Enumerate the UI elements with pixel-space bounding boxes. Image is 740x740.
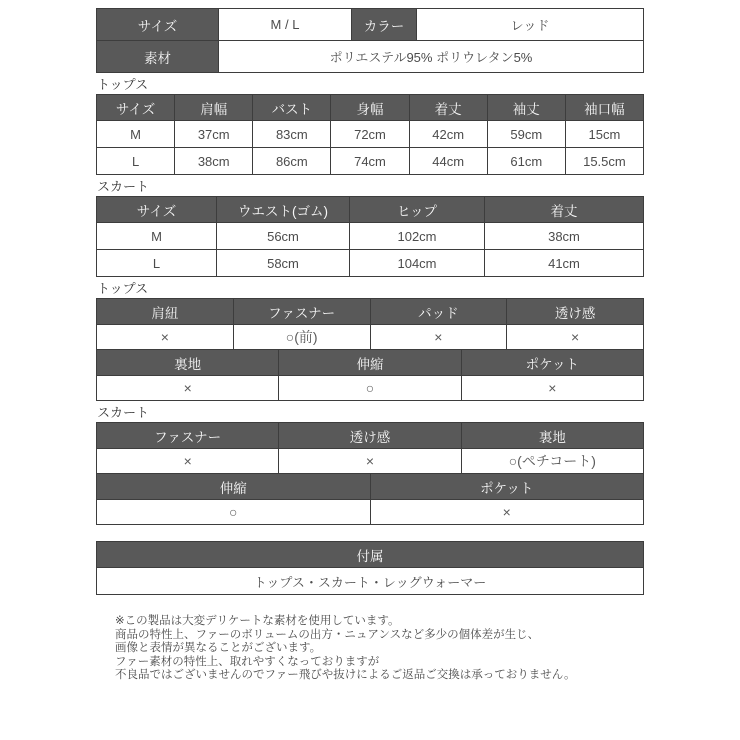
- table-header-cell: ポケット: [370, 474, 644, 500]
- table-cell: 58cm: [217, 250, 350, 277]
- table-cell: 38cm: [485, 223, 644, 250]
- feature-value-cell: ×: [370, 500, 644, 525]
- feature-value-cell: ×: [279, 449, 461, 474]
- table-header-cell: サイズ: [97, 95, 175, 121]
- table-cell: 15cm: [565, 121, 643, 148]
- table-header-row: [97, 95, 644, 121]
- table-header-row: [97, 299, 644, 325]
- section-label-skirt-measurements: スカート: [97, 179, 150, 194]
- table-header-cell: サイズ: [97, 197, 217, 223]
- table-header-cell: パッド: [370, 299, 507, 325]
- size-value-cell: M / L: [219, 9, 352, 41]
- feature-value-cell: ×: [370, 325, 507, 350]
- section-label-tops-measurements: トップス: [97, 77, 149, 92]
- table-header-cell: 着丈: [485, 197, 644, 223]
- table-cell: 61cm: [487, 148, 565, 175]
- content-area: [96, 8, 644, 683]
- feature-value-cell: ×: [507, 325, 644, 350]
- table-cell: L: [97, 148, 175, 175]
- table-header-cell: 袖丈: [487, 95, 565, 121]
- table-row-size-m: [97, 121, 644, 148]
- table-cell: 104cm: [350, 250, 485, 277]
- table-value-row: [97, 325, 644, 350]
- section-label-skirt-features: スカート: [97, 405, 150, 420]
- note-line: ※この製品は大変デリケートな素材を使用しています。: [115, 615, 400, 627]
- note-line: ファー素材の特性上、取れやすくなっておりますが: [115, 655, 380, 668]
- section-label-tops-features: トップス: [97, 281, 149, 296]
- tops-measurements-table: [96, 94, 644, 175]
- skirt-features-table-row2: [96, 473, 644, 525]
- feature-value-cell: ×: [97, 376, 279, 401]
- spec-table: [96, 8, 644, 73]
- table-header-cell: 肩紐: [97, 299, 234, 325]
- table-header-cell: 身幅: [331, 95, 409, 121]
- table-cell: 38cm: [175, 148, 253, 175]
- table-header-cell: 裏地: [97, 350, 279, 376]
- note-line: 画像と表情が異なることがございます。: [115, 642, 322, 654]
- table-header-cell: 袖口幅: [565, 95, 643, 121]
- table-cell: M: [97, 121, 175, 148]
- table-row-size-l: [97, 250, 644, 277]
- table-header-cell: 伸縮: [97, 474, 371, 500]
- table-cell: M: [97, 223, 217, 250]
- note-line: 商品の特性上、ファーのボリュームの出方・ニュアンスなど多少の個体差が生じ、: [115, 628, 540, 641]
- table-cell: 44cm: [409, 148, 487, 175]
- table-header-row: [97, 474, 644, 500]
- skirt-measurements-table: [96, 196, 644, 277]
- size-header-cell: サイズ: [97, 9, 219, 41]
- accessories-header-cell: 付属: [97, 542, 644, 568]
- table-header-cell: ファスナー: [97, 423, 279, 449]
- table-value-row: [97, 376, 644, 401]
- table-header-row: [97, 350, 644, 376]
- table-cell: 86cm: [253, 148, 331, 175]
- feature-value-cell: ○(ペチコート): [461, 449, 643, 474]
- table-row-size-l: [97, 148, 644, 175]
- table-header-cell: ポケット: [461, 350, 643, 376]
- skirt-features-table-row1: [96, 422, 644, 474]
- table-header-cell: 裏地: [461, 423, 643, 449]
- table-cell: 102cm: [350, 223, 485, 250]
- table-cell: 59cm: [487, 121, 565, 148]
- feature-value-cell: ×: [461, 376, 643, 401]
- accessories-value-cell: トップス・スカート・レッグウォーマー: [97, 568, 644, 595]
- table-cell: 74cm: [331, 148, 409, 175]
- table-header-cell: 透け感: [507, 299, 644, 325]
- table-cell: 37cm: [175, 121, 253, 148]
- tops-features-table-row2: [96, 349, 644, 401]
- table-header-cell: 着丈: [409, 95, 487, 121]
- material-value-cell: ポリエステル95% ポリウレタン5%: [219, 41, 644, 73]
- table-cell: 83cm: [253, 121, 331, 148]
- note-line: 不良品ではございませんのでファー飛びや抜けによるご返品ご交換は承っておりません。: [115, 669, 576, 681]
- table-header-cell: 肩幅: [175, 95, 253, 121]
- table-value-row: [97, 449, 644, 474]
- table-cell: 42cm: [409, 121, 487, 148]
- feature-value-cell: ○: [279, 376, 461, 401]
- color-header-cell: カラー: [352, 9, 417, 41]
- table-header-cell: ヒップ: [350, 197, 485, 223]
- table-header-row: [97, 423, 644, 449]
- spacer: [96, 525, 644, 541]
- table-cell: 15.5cm: [565, 148, 643, 175]
- table-cell: L: [97, 250, 217, 277]
- table-value-row: [97, 500, 644, 525]
- feature-value-cell: ×: [97, 325, 234, 350]
- table-header-cell: ウエスト(ゴム): [217, 197, 350, 223]
- table-row-size-m: [97, 223, 644, 250]
- tops-features-table-row1: [96, 298, 644, 350]
- table-cell: 56cm: [217, 223, 350, 250]
- feature-value-cell: ○: [97, 500, 371, 525]
- material-header-cell: 素材: [97, 41, 219, 73]
- feature-value-cell: ×: [97, 449, 279, 474]
- table-value-row: [97, 568, 644, 595]
- table-header-cell: 透け感: [279, 423, 461, 449]
- table-cell: 72cm: [331, 121, 409, 148]
- table-header-cell: バスト: [253, 95, 331, 121]
- color-value-cell: レッド: [417, 9, 644, 41]
- table-header-row: [97, 542, 644, 568]
- table-cell: 41cm: [485, 250, 644, 277]
- feature-value-cell: ○(前): [233, 325, 370, 350]
- accessories-table: [96, 541, 644, 595]
- table-header-row: [97, 197, 644, 223]
- table-header-cell: ファスナー: [233, 299, 370, 325]
- notes-block: [115, 615, 644, 683]
- table-header-cell: 伸縮: [279, 350, 461, 376]
